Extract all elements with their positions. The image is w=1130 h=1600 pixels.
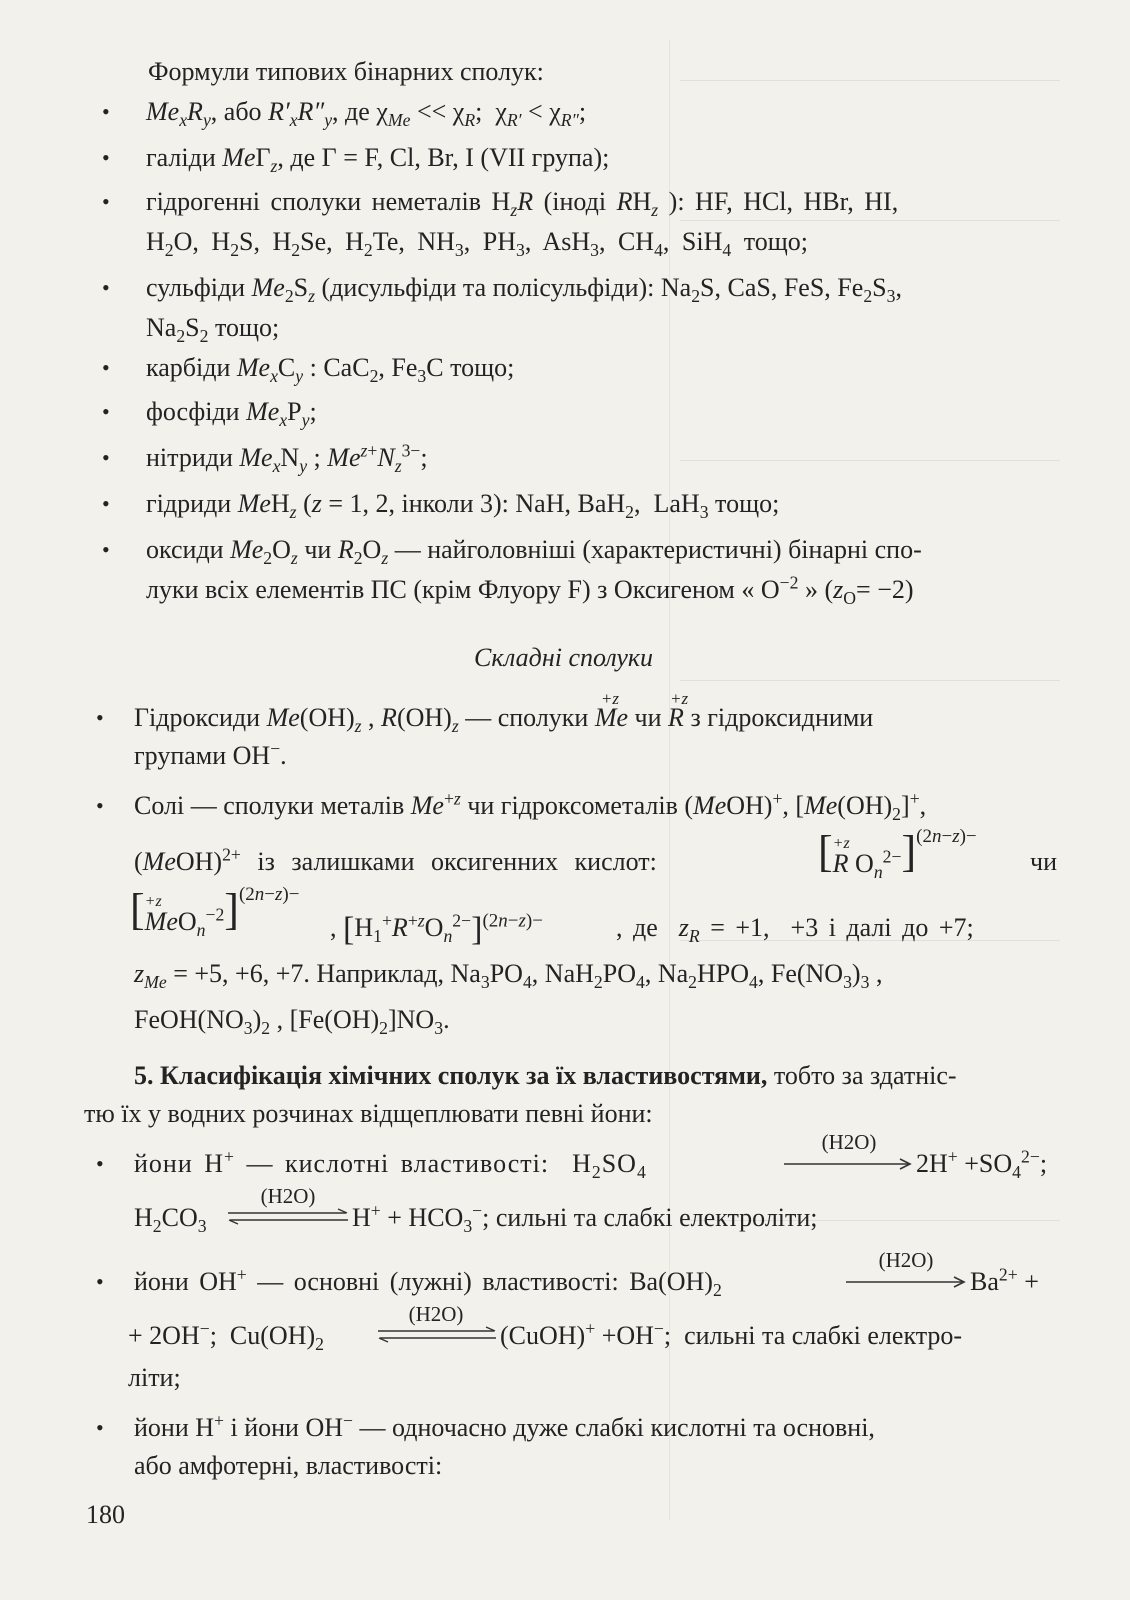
carbonic-acid: $H_2CO_3$ — [134, 1203, 207, 1237]
oxides-line-2: луки всіх елементів ПС (крім Флуору F) з Оксигеном « $O^{-2}$ » $(z_O= -2)$ — [146, 572, 914, 609]
salts-line: Солі — сполуки металів $Me^{+z}$ чи гідроксометалів (MeOH)+, $[Me(OH)_2]^+$, — [134, 788, 927, 825]
arrow-label: (H2O) — [821, 1130, 877, 1154]
sulfides-line: сульфіди $Me_2S_z$ (дисульфіди та полісульфіди): $Na_2S$, CaS, FeS, $Fe_2S_3$, — [146, 273, 902, 307]
intro-line: Формули типових бінарних сполук: — [148, 57, 544, 86]
arrow-label: (H2O) — [408, 1302, 464, 1326]
bullet-icon: • — [102, 537, 110, 562]
hydroxides-line-2: групами OH−. — [134, 738, 287, 770]
arrow-label: (H2O) — [260, 1184, 316, 1208]
hydrogen-compounds-line: гідрогенні сполуки неметалів $H_zR$ (іноді $RH_z$ ): HF, HCl, HBr, HI, — [146, 187, 899, 221]
bullet-icon: • — [96, 1269, 104, 1294]
section-heading: Складні сполуки — [474, 643, 654, 672]
hydro-acid-residue: , $[H_1^+R^{+z}O_n^{2-}]^{(2n-z)-}$ — [330, 910, 543, 948]
section-5-line-2: тю їх у водних розчинах відщеплювати певні йони: — [84, 1099, 653, 1128]
amphoteric-line: йони H+ і йони OH− — одночасно дуже слабкі кислотні та основні, — [134, 1410, 875, 1442]
base-ions-products: $Ba^{2+}$ + — [970, 1264, 1039, 1296]
bullet-icon: • — [102, 189, 110, 214]
or-word: чи — [1030, 847, 1057, 876]
arrow-label: (H2O) — [878, 1248, 934, 1272]
copper-hydroxide-line: + 2OH−; $Cu(OH)_2$ — [128, 1318, 324, 1355]
salts-line-2: (MeOH)$^{2+}$ із залишками оксигенних кислот: — [134, 844, 657, 876]
section-5-title: 5. Класифікація хімічних сполук за їх властивостями, тобто за здатніс- — [134, 1061, 957, 1090]
equilibrium-arrow-icon — [376, 1326, 498, 1344]
bullet-icon: • — [102, 99, 110, 124]
base-ions-line: йони OH+ — основні (лужні) властивості: $Ba(OH)_2$ — [134, 1264, 722, 1301]
zr-values: , де $z_R = +1$, +3 і далі до +7; — [616, 913, 974, 947]
reaction-arrow-icon — [846, 1274, 968, 1288]
amphoteric-line-2: або амфотерні, властивості: — [134, 1451, 443, 1480]
hydrides-line: гідриди MeH$_z$ (z = 1, 2, інколи 3): NaH, BaH$_2$, LaH$_3$ тощо; — [146, 489, 780, 523]
carbides-line: карбіди $Me_xC_y$ : CaC$_2$, $Fe_3C$ тощо; — [146, 353, 515, 387]
bullet-icon: • — [96, 705, 104, 730]
hydroxides-line: Гідроксиди $Me(OH)_z$ , $R(OH)_z$ — сполуки +z Me чи +z R з гідроксидними — [134, 689, 874, 737]
bleed-through — [669, 40, 1090, 1520]
acid-residue-formula: [+z R $O_n^{2-}]^{(2n-z)-}$ — [818, 825, 977, 883]
bullet-icon: • — [96, 793, 104, 818]
bullet-icon: • — [102, 145, 110, 170]
binary-formula-line: $Me_xR_y$, або $R'_xR''_y$, де $\chi_{Me} << \chi_R$; $\chi_{R'} < \chi_{R''}$; — [146, 97, 587, 131]
metal-oxyanion-formula: [+z MeO$_n^{-2}$]$^{(2n-z)-}$ — [130, 883, 300, 941]
oxides-line: оксиди $Me_2O_z$ чи $R_2O_z$ — найголовніші (характеристичні) бінарні спо- — [146, 535, 922, 569]
halides-line: галіди MeΓ$_z$, де Γ = F, Cl, Br, I (VII група); — [146, 143, 610, 177]
reaction-arrow-icon — [784, 1156, 914, 1170]
sulfides-line-2: $Na_2S_2$ тощо; — [146, 313, 280, 347]
example-line: $z_{Me} = +5$, +6, +7. Наприклад, $Na_3PO_4$, $NaH_2PO_4$, $Na_2HPO_4$, $Fe(NO_3)_3$ , — [134, 959, 883, 993]
page-number: 180 — [86, 1500, 125, 1529]
nitrides-line: нітриди $Me_xN_y$ ; $Me^{z+}N_z^{3-}$; — [146, 440, 428, 477]
bullet-icon: • — [102, 399, 110, 424]
bullet-icon: • — [96, 1151, 104, 1176]
hydrogen-compounds-list: $H_2O$, $H_2S$, $H_2Se$, $H_2Te$, $NH_3$, $PH_3$, AsH$_3$, $CH_4$, SiH$_4$ тощо; — [146, 227, 808, 261]
electrolytes-end: літи; — [128, 1363, 181, 1392]
bullet-icon: • — [102, 491, 110, 516]
copper-products: (CuOH)+ +OH−; сильні та слабкі електро- — [500, 1318, 963, 1350]
phosphides-line: фосфіди $Me_xP_y$; — [146, 397, 317, 431]
bullet-icon: • — [102, 445, 110, 470]
acid-ions-line: йони H+ — кислотні властивості: $H_2SO_4$ — [134, 1146, 647, 1183]
example-line-2: $FeOH(NO_3)_2$ , $[Fe(OH)_2]NO_3$. — [134, 1005, 450, 1039]
bullet-icon: • — [102, 355, 110, 380]
carbonic-products: $H^+ + HCO_3^-$; сильні та слабкі електроліти; — [352, 1200, 818, 1237]
bullet-icon: • — [102, 275, 110, 300]
bullet-icon: • — [96, 1415, 104, 1440]
acid-ions-products: $2H^+ +SO_4^{2-}$; — [916, 1146, 1048, 1183]
equilibrium-arrow-icon — [226, 1208, 350, 1226]
